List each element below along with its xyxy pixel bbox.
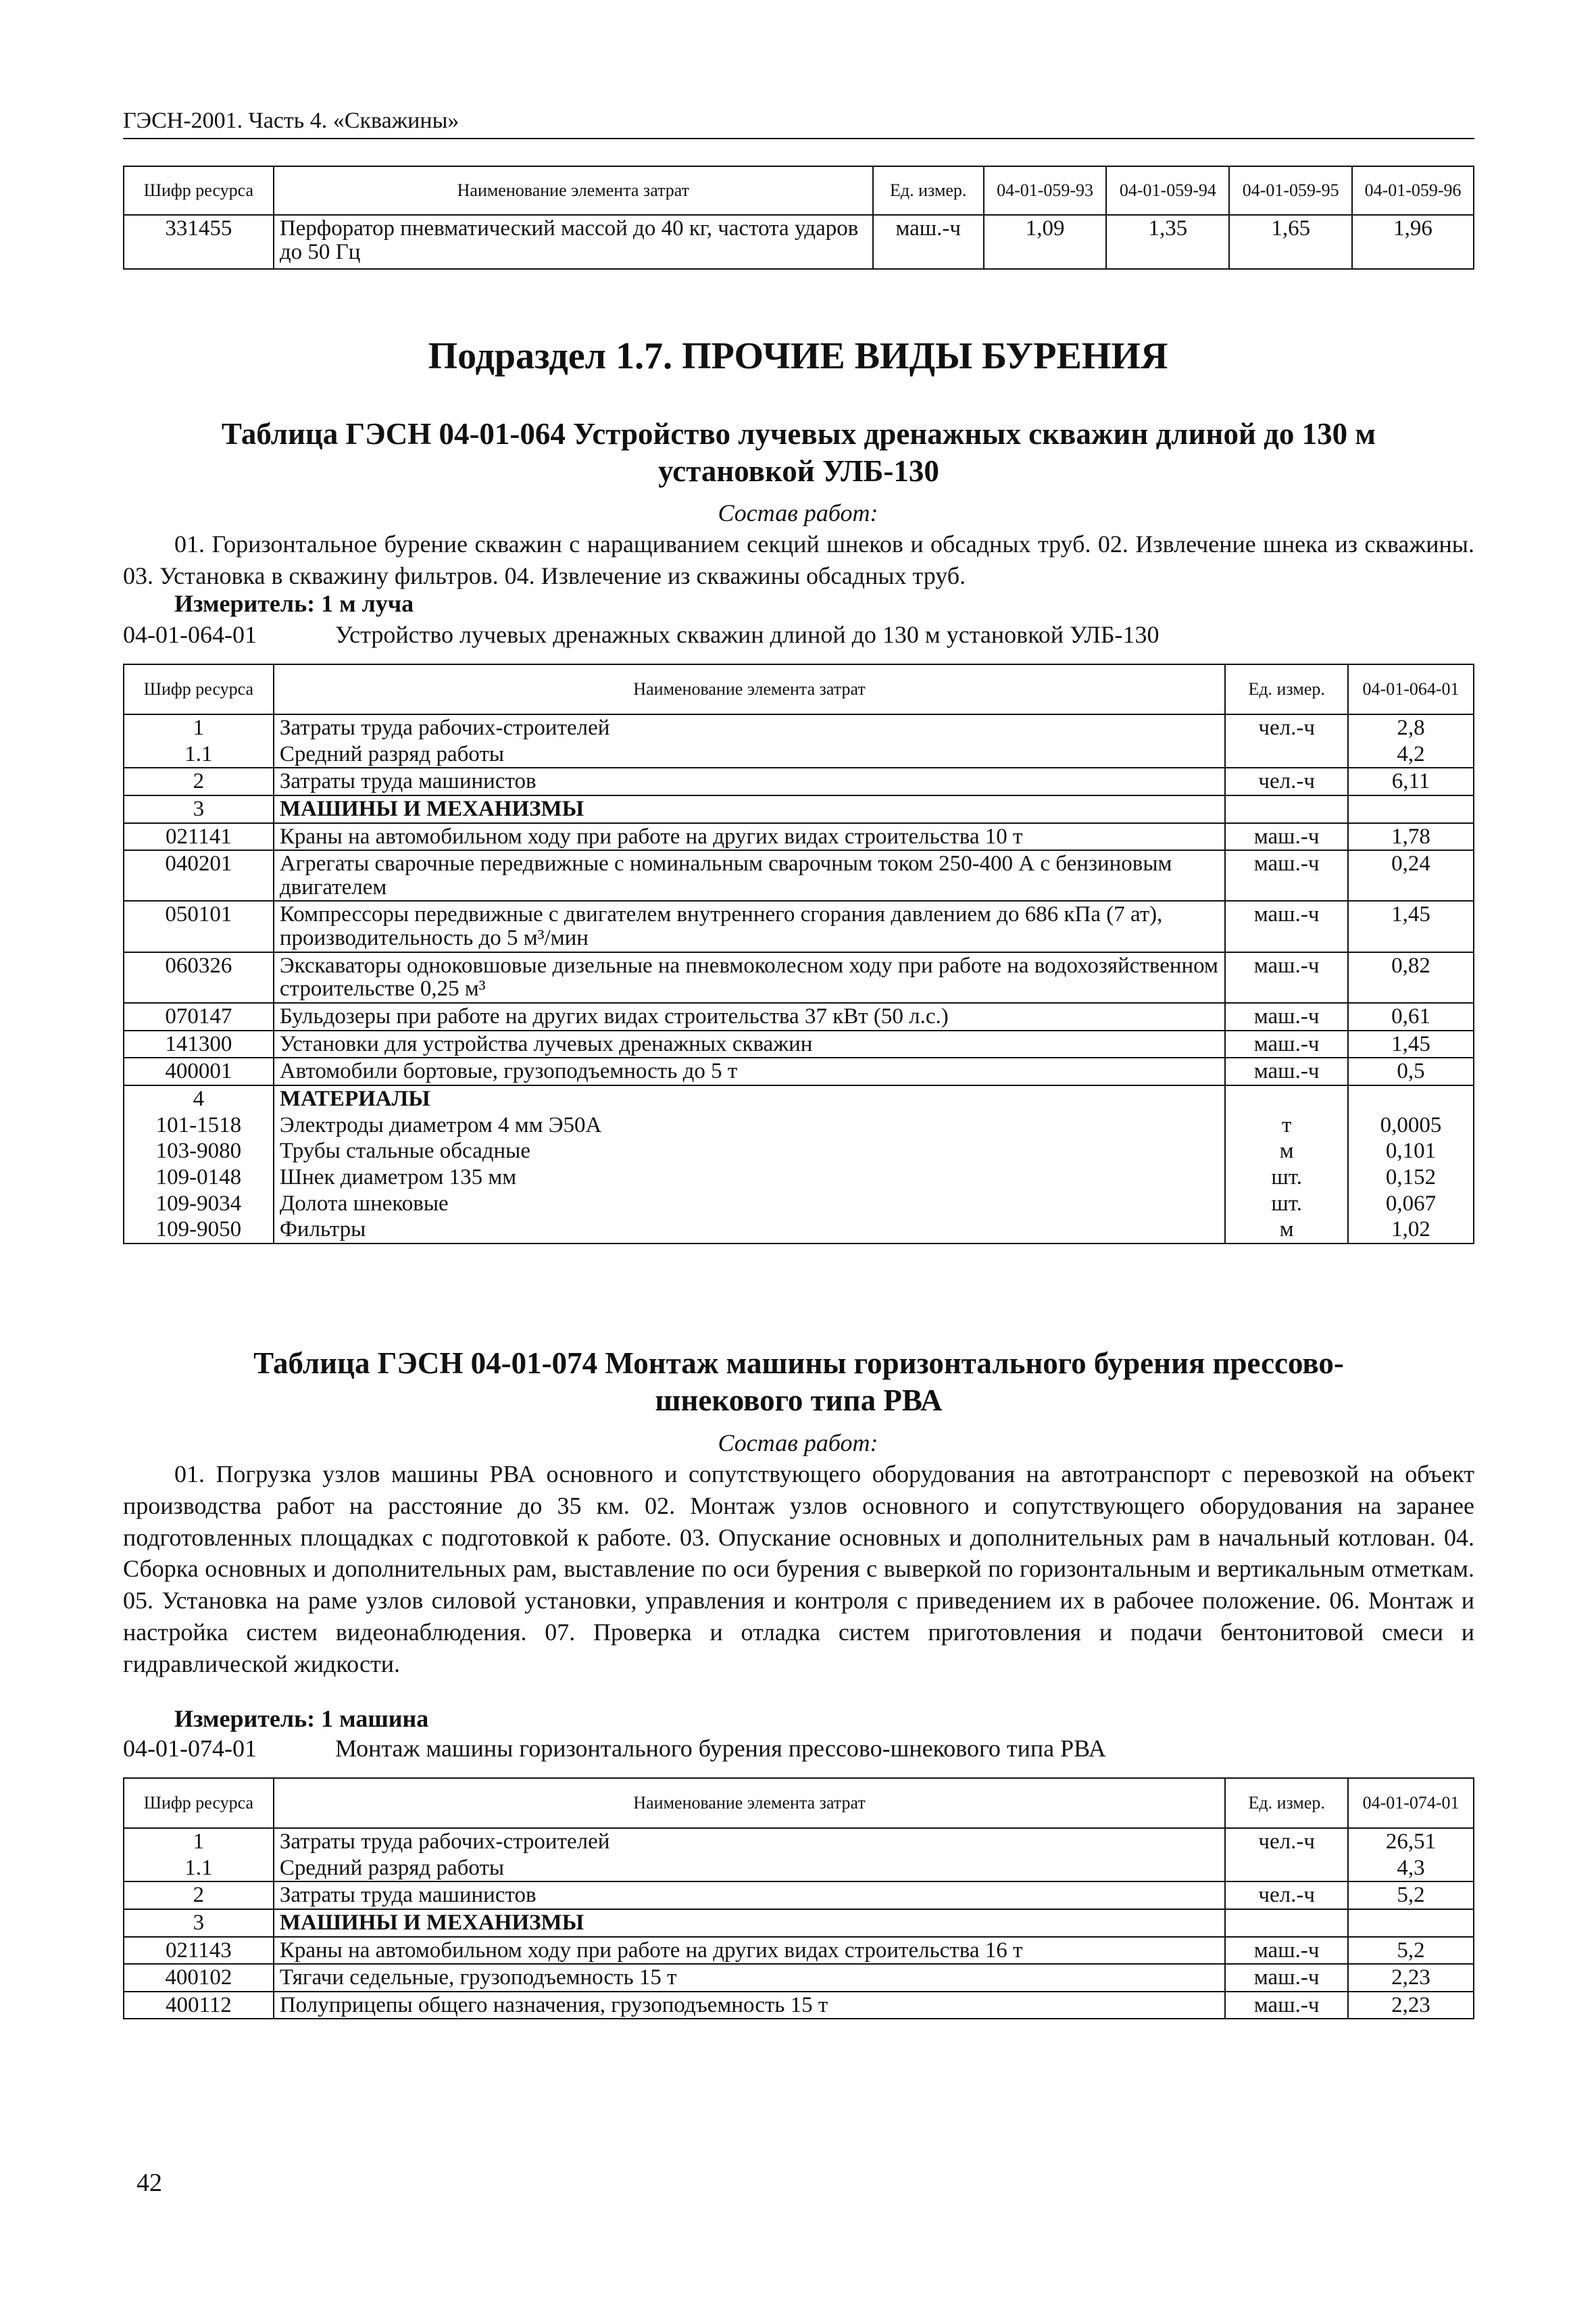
cell-value: 1,78 xyxy=(1348,823,1474,851)
measure-unit: Измеритель: 1 м луча xyxy=(174,590,414,617)
table-row xyxy=(124,850,1474,901)
works-description: 01. Погрузка узлов машины РВА основного и сопутствующего оборудования на автотранспорт с перевозкой на объект производства работ на расстояние до 35 км. 02. Монтаж узлов основного и сопутствующего оборудования на заранее подготовленных площадках с подготовкой к работе. 03. Опускание основных и дополнительных рам в начальный котлован. 04. Сборка основных и дополнительных рам, выставление по оси бурения с выверкой по горизонтальным и вертикальным отметкам. 05. Установка на раме узлов силовой установки, управления и контроля с приведением их в рабочее положение. 06. Монтаж и настройка систем видеонаблюдения. 07. Проверка и отладка систем приготовления и подачи бентонитовой смеси и гидравлической жидкости. xyxy=(123,1460,1474,1677)
col-header-value: 04-01-059-94 xyxy=(1106,166,1229,215)
subsection-title: Подраздел 1.7. ПРОЧИЕ ВИДЫ БУРЕНИЯ xyxy=(428,335,1168,377)
works-caption: Состав работ: xyxy=(718,1429,878,1456)
cell-unit: маш.-ч xyxy=(1225,1937,1348,1965)
cell-code: 070147 xyxy=(124,1003,274,1031)
cell-code: 050101 xyxy=(124,901,274,952)
cell-code: 040201 xyxy=(124,850,274,901)
cell-code: 400102 xyxy=(124,1964,274,1992)
table-title-074 xyxy=(123,1345,1474,1419)
cell-unit: чел.-ч xyxy=(1225,768,1348,795)
cell-code: 1.1 xyxy=(124,741,274,768)
norm-code-description: Монтаж машины горизонтального бурения прессово-шнекового типа РВА xyxy=(335,1735,1106,1762)
cell-code: 021141 xyxy=(124,823,274,851)
cell-code: 4 xyxy=(124,1085,274,1112)
cell-name: Полуприцепы общего назначения, грузоподъемность 15 т xyxy=(274,1992,1225,2019)
cell-name: Краны на автомобильном ходу при работе на других видах строительства 10 т xyxy=(274,823,1225,851)
cell-name: Средний разряд работы xyxy=(274,1855,1225,1882)
table-064 xyxy=(123,664,1474,1244)
table-row xyxy=(124,1191,1474,1217)
norm-code-line xyxy=(123,620,1159,649)
cell-unit: чел.-ч xyxy=(1225,1828,1348,1855)
norm-code-line xyxy=(123,1734,1106,1763)
cell-code: 021143 xyxy=(124,1937,274,1965)
cell-value: 26,51 xyxy=(1348,1828,1474,1855)
cell-unit xyxy=(1225,795,1348,823)
table-row xyxy=(124,741,1474,768)
cell-value: 0,5 xyxy=(1348,1058,1474,1085)
cell-name: Шнек диаметром 135 мм xyxy=(274,1164,1225,1191)
cell-value: 0,0005 xyxy=(1348,1112,1474,1139)
cell-name: МАШИНЫ И МЕХАНИЗМЫ xyxy=(274,795,1225,823)
table-row xyxy=(124,1216,1474,1244)
table-row xyxy=(124,1164,1474,1191)
cell-value: 5,2 xyxy=(1348,1937,1474,1965)
cell-name: Затраты труда рабочих-строителей xyxy=(274,714,1225,741)
cell-unit: маш.-ч xyxy=(1225,1964,1348,1992)
cell-value: 1,96 xyxy=(1352,215,1474,269)
cell-unit xyxy=(1225,741,1348,768)
cell-name: Бульдозеры при работе на других видах строительства 37 кВт (50 л.с.) xyxy=(274,1003,1225,1031)
cell-name: Затраты труда машинистов xyxy=(274,1881,1225,1909)
cell-value: 1,09 xyxy=(984,215,1107,269)
cell-name: Автомобили бортовые, грузоподъемность до 5 т xyxy=(274,1058,1225,1085)
cell-code: 1 xyxy=(124,714,274,741)
col-header-name: Наименование элемента затрат xyxy=(274,166,873,215)
cell-unit: маш.-ч xyxy=(1225,850,1348,901)
cell-value: 1,45 xyxy=(1348,901,1474,952)
cell-name: Краны на автомобильном ходу при работе на других видах строительства 16 т xyxy=(274,1937,1225,1965)
cell-unit: чел.-ч xyxy=(1225,714,1348,741)
table-row xyxy=(124,1031,1474,1058)
cell-unit: маш.-ч xyxy=(1225,1003,1348,1031)
col-header-name: Наименование элемента затрат xyxy=(274,664,1225,714)
cell-unit: маш.-ч xyxy=(1225,1031,1348,1058)
cell-value xyxy=(1348,795,1474,823)
col-header-value: 04-01-059-93 xyxy=(984,166,1107,215)
table-row xyxy=(124,1937,1474,1965)
page-number: 42 xyxy=(136,2169,162,2197)
norm-code-description: Устройство лучевых дренажных скважин длиной до 130 м установкой УЛБ-130 xyxy=(335,621,1159,648)
cell-unit: шт. xyxy=(1225,1191,1348,1217)
cell-unit xyxy=(1225,1085,1348,1112)
table-title-line: Таблица ГЭСН 04-01-064 Устройство лучевых дренажных скважин длиной до 130 м xyxy=(221,417,1376,451)
cell-unit: маш.-ч xyxy=(873,215,984,269)
cell-value: 0,82 xyxy=(1348,952,1474,1003)
table-row xyxy=(124,952,1474,1003)
cell-unit: м xyxy=(1225,1216,1348,1244)
cell-unit: маш.-ч xyxy=(1225,823,1348,851)
cell-name: Компрессоры передвижные с двигателем внутреннего сгорания давлением до 686 кПа (7 ат), производительность до 5 м³/мин xyxy=(274,901,1225,952)
cell-value: 2,23 xyxy=(1348,1992,1474,2019)
cell-unit: маш.-ч xyxy=(1225,901,1348,952)
cell-value xyxy=(1348,1909,1474,1937)
table-row xyxy=(124,795,1474,823)
cell-name: МАШИНЫ И МЕХАНИЗМЫ xyxy=(274,1909,1225,1937)
cell-value: 1,65 xyxy=(1229,215,1352,269)
cell-value xyxy=(1348,1085,1474,1112)
cell-value: 4,2 xyxy=(1348,741,1474,768)
cell-unit: маш.-ч xyxy=(1225,952,1348,1003)
table-title-line: шнекового типа РВА xyxy=(655,1383,943,1417)
table-title-line: установкой УЛБ-130 xyxy=(658,453,939,488)
cell-unit xyxy=(1225,1855,1348,1882)
cell-name: Тягачи седельные, грузоподъемность 15 т xyxy=(274,1964,1225,1992)
cell-name: Экскаваторы одноковшовые дизельные на пневмоколесном ходу при работе на водохозяйственном строительстве 0,25 м³ xyxy=(274,952,1225,1003)
col-header-code: Шифр ресурса xyxy=(124,664,274,714)
cell-code: 101-1518 xyxy=(124,1112,274,1139)
table-row xyxy=(124,768,1474,795)
cell-value: 0,152 xyxy=(1348,1164,1474,1191)
cell-code: 3 xyxy=(124,795,274,823)
cell-name: Фильтры xyxy=(274,1216,1225,1244)
cell-value: 1,45 xyxy=(1348,1031,1474,1058)
norm-code: 04-01-064-01 xyxy=(123,621,257,648)
table-row xyxy=(124,823,1474,851)
table-row xyxy=(124,1138,1474,1164)
cell-unit: т xyxy=(1225,1112,1348,1139)
measure-unit: Измеритель: 1 машина xyxy=(174,1705,429,1732)
table-row xyxy=(124,1855,1474,1882)
table-row xyxy=(124,1964,1474,1992)
norm-code: 04-01-074-01 xyxy=(123,1735,257,1762)
cell-name: Перфоратор пневматический массой до 40 кг, частота ударов до 50 Гц xyxy=(274,215,873,269)
col-header-code: Шифр ресурса xyxy=(124,1778,274,1828)
cell-code: 400112 xyxy=(124,1992,274,2019)
cell-unit: маш.-ч xyxy=(1225,1992,1348,2019)
cell-name: Долота шнековые xyxy=(274,1191,1225,1217)
cell-value: 1,35 xyxy=(1106,215,1229,269)
col-header-unit: Ед. измер. xyxy=(1225,664,1348,714)
cell-name: Установки для устройства лучевых дренажных скважин xyxy=(274,1031,1225,1058)
table-row xyxy=(124,1992,1474,2019)
cell-value: 5,2 xyxy=(1348,1881,1474,1909)
cell-value: 1,02 xyxy=(1348,1216,1474,1244)
col-header-value: 04-01-064-01 xyxy=(1348,664,1474,714)
cell-code: 109-9050 xyxy=(124,1216,274,1244)
cell-value: 0,067 xyxy=(1348,1191,1474,1217)
cell-code: 109-9034 xyxy=(124,1191,274,1217)
table-row xyxy=(124,901,1474,952)
cell-value: 0,61 xyxy=(1348,1003,1474,1031)
table-row xyxy=(124,1112,1474,1139)
cell-code: 400001 xyxy=(124,1058,274,1085)
col-header-unit: Ед. измер. xyxy=(873,166,984,215)
table-title-064 xyxy=(123,416,1474,490)
cell-name: Электроды диаметром 4 мм Э50А xyxy=(274,1112,1225,1139)
table-row xyxy=(124,1003,1474,1031)
cell-name: Затраты труда машинистов xyxy=(274,768,1225,795)
cell-code: 109-0148 xyxy=(124,1164,274,1191)
table-074 xyxy=(123,1777,1474,2019)
table-059 xyxy=(123,166,1474,270)
table-row xyxy=(124,714,1474,741)
cell-value: 6,11 xyxy=(1348,768,1474,795)
table-title-line: Таблица ГЭСН 04-01-074 Монтаж машины горизонтального бурения прессово- xyxy=(253,1346,1344,1380)
cell-value: 0,24 xyxy=(1348,850,1474,901)
table-row xyxy=(124,1909,1474,1937)
cell-code: 103-9080 xyxy=(124,1138,274,1164)
table-row xyxy=(124,1058,1474,1085)
table-row xyxy=(124,1881,1474,1909)
works-description: 01. Горизонтальное бурение скважин с наращиванием секций шнеков и обсадных труб. 02. Извлечение шнека из скважины. 03. Установка в скважину фильтров. 04. Извлечение из скважины обсадных труб. xyxy=(123,531,1474,589)
table-row xyxy=(124,1085,1474,1112)
col-header-value: 04-01-059-95 xyxy=(1229,166,1352,215)
cell-code: 3 xyxy=(124,1909,274,1937)
col-header-code: Шифр ресурса xyxy=(124,166,274,215)
cell-name: Средний разряд работы xyxy=(274,741,1225,768)
page-header: ГЭСН-2001. Часть 4. «Скважины» xyxy=(123,108,1474,139)
cell-code: 060326 xyxy=(124,952,274,1003)
cell-unit: шт. xyxy=(1225,1164,1348,1191)
cell-code: 1 xyxy=(124,1828,274,1855)
cell-name: Затраты труда рабочих-строителей xyxy=(274,1828,1225,1855)
works-caption: Состав работ: xyxy=(718,499,878,526)
cell-value: 2,23 xyxy=(1348,1964,1474,1992)
cell-value: 2,8 xyxy=(1348,714,1474,741)
cell-code: 2 xyxy=(124,768,274,795)
cell-name: Агрегаты сварочные передвижные с номинальным сварочным током 250-400 А с бензиновым двигателем xyxy=(274,850,1225,901)
cell-unit: маш.-ч xyxy=(1225,1058,1348,1085)
cell-unit xyxy=(1225,1909,1348,1937)
cell-unit: чел.-ч xyxy=(1225,1881,1348,1909)
col-header-value: 04-01-074-01 xyxy=(1348,1778,1474,1828)
cell-code: 141300 xyxy=(124,1031,274,1058)
col-header-value: 04-01-059-96 xyxy=(1352,166,1474,215)
table-row xyxy=(124,1828,1474,1855)
cell-value: 4,3 xyxy=(1348,1855,1474,1882)
cell-code: 2 xyxy=(124,1881,274,1909)
col-header-name: Наименование элемента затрат xyxy=(274,1778,1225,1828)
cell-code: 331455 xyxy=(124,215,274,269)
cell-name: Трубы стальные обсадные xyxy=(274,1138,1225,1164)
col-header-unit: Ед. измер. xyxy=(1225,1778,1348,1828)
cell-value: 0,101 xyxy=(1348,1138,1474,1164)
cell-name: МАТЕРИАЛЫ xyxy=(274,1085,1225,1112)
cell-unit: м xyxy=(1225,1138,1348,1164)
cell-code: 1.1 xyxy=(124,1855,274,1882)
